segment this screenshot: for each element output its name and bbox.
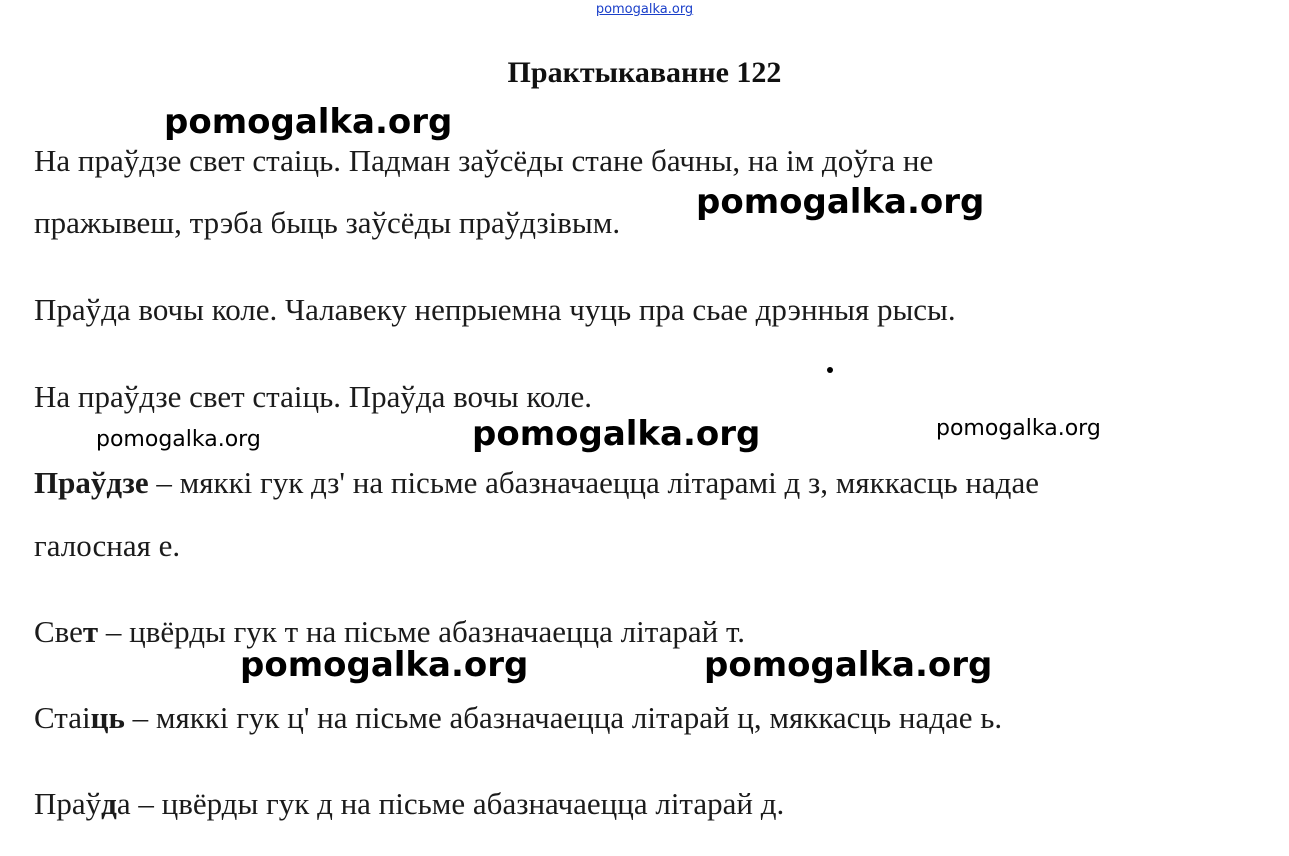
paragraph-text: – мяккі гук ц' на пісьме абазначаецца літарай ц, мяккасць надае ь. — [124, 700, 1003, 735]
paragraph-text: – цвёрды гук т на пісьме абазначаецца літарай т. — [98, 614, 745, 649]
key-word-bold: д — [101, 786, 117, 821]
paragraph-1-line-1: На праўдзе свет стаіць. Падман заўсёды стане бачны, на ім доўга не — [34, 143, 934, 178]
key-word-regular: Све — [34, 614, 83, 649]
paragraph-6 — [34, 700, 1002, 736]
watermark: pomogalka.org — [936, 416, 1101, 441]
watermark: pomogalka.org — [96, 427, 261, 452]
paragraph-2: Праўда вочы коле. Чалавеку непрыемна чуць пра сьае дрэнныя рысы. — [34, 292, 956, 327]
paragraph-7 — [34, 786, 784, 822]
paragraph-4-line-1 — [34, 465, 1039, 501]
paragraph-4-line-2: галосная е. — [34, 528, 181, 563]
paragraph-text: – мяккі гук дз' на пісьме абазначаецца літарамі д з, мяккасць надае — [148, 465, 1039, 500]
watermark: pomogalka.org — [472, 414, 761, 454]
watermark: pomogalka.org — [164, 102, 453, 142]
paragraph-3: На праўдзе свет стаіць. Праўда вочы коле. — [34, 379, 592, 414]
site-link[interactable]: pomogalka.org — [595, 2, 694, 17]
key-word-end: а — [116, 786, 131, 821]
watermark: pomogalka.org — [704, 645, 993, 685]
key-word: Праўдзе — [34, 465, 149, 500]
key-word-bold: ць — [90, 700, 125, 735]
watermark: pomogalka.org — [696, 182, 985, 222]
key-word-regular: Стаі — [34, 700, 91, 735]
paragraph-text: – цвёрды гук д на пісьме абазначаецца літарай д. — [130, 786, 785, 821]
page-title: Практыкаванне 122 — [507, 56, 782, 89]
key-word-bold: т — [82, 614, 99, 649]
key-word-regular: Праў — [34, 786, 102, 821]
paragraph-1-line-2: пражывеш, трэба быць заўсёды праўдзівым. — [34, 205, 621, 240]
watermark: pomogalka.org — [240, 645, 529, 685]
speck-mark — [827, 367, 833, 373]
